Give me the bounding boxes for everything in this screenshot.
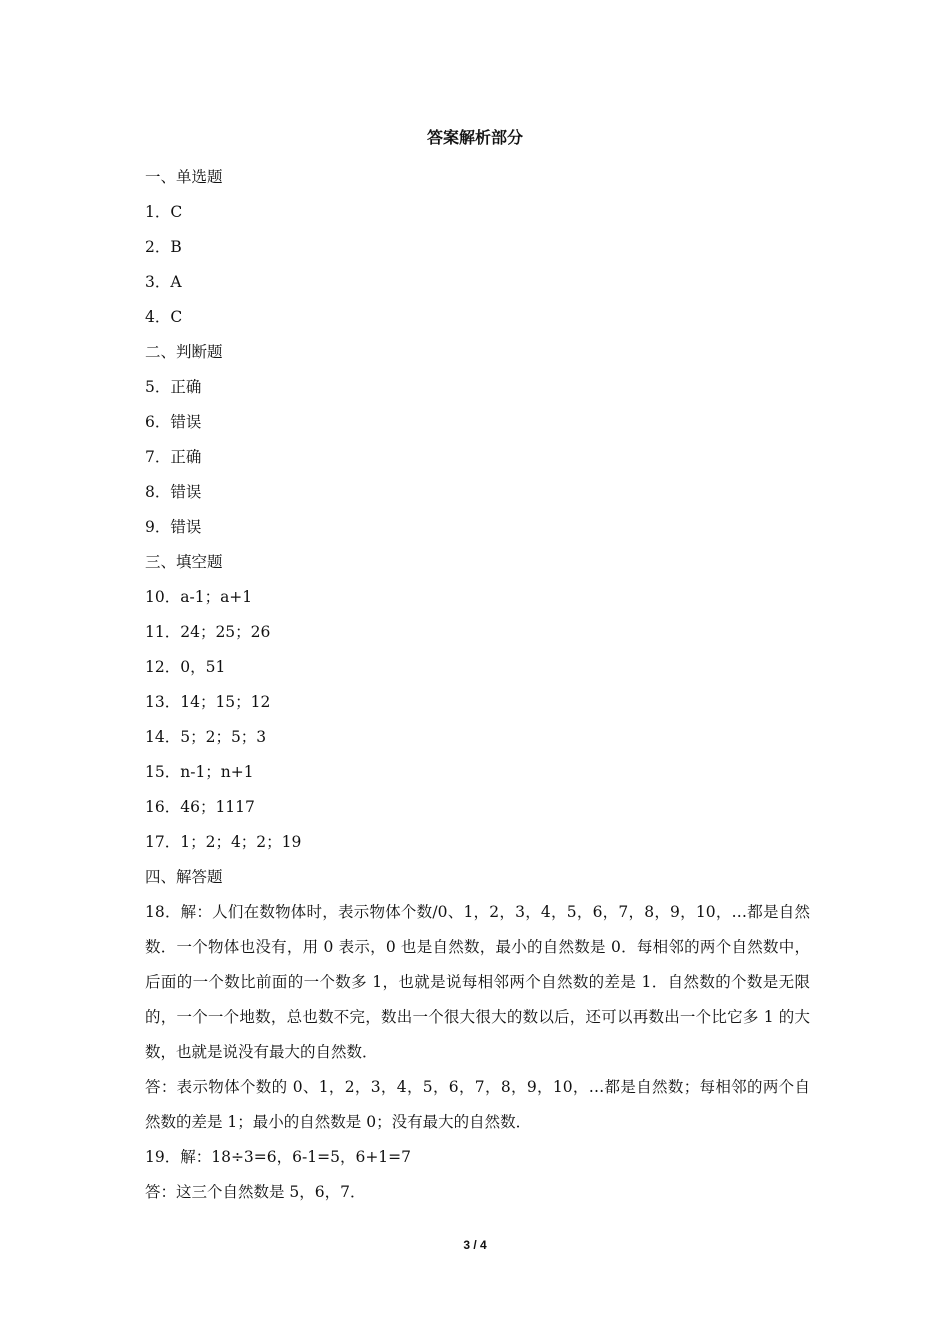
answer-item: 8．错误 [145, 483, 202, 501]
answer-item: 5．正确 [145, 378, 202, 396]
solution-paragraph: 19．解：18÷3=6，6-1=5，6+1=7 [145, 1148, 412, 1166]
page-title: 答案解析部分 [426, 128, 523, 147]
answer-item: 15．n-1；n+1 [145, 763, 254, 781]
answer-item: 6．错误 [145, 413, 202, 431]
section-heading: 三、填空题 [145, 553, 223, 571]
solution-paragraph: 18．解：人们在数物体时，表示物体个数/0、1，2，3，4，5，6，7，8，9，10，…都是自然数．一个物体也没有，用 0 表示，0 也是自然数，最小的自然数是 0．每相邻的两个自然数中，后面的一个数比前面的一个数多 1，也就是说每相邻两个自然数的差是 1．自然数的个数是无限的，一个一个地数，总也数不完，数出一个很大很大的数以后，还可以再数出一个比它多 1 的大数，也就是说没有最大的自然数． [145, 903, 810, 1061]
answer-item: 2．B [145, 238, 182, 256]
answer-item: 12．0，51 [145, 658, 226, 676]
answer-item: 4．C [145, 308, 183, 326]
answer-item: 3．A [145, 273, 182, 291]
answer-paragraph: 答：表示物体个数的 0、1，2，3，4，5，6，7，8，9，10，…都是自然数；每相邻的两个自然数的差是 1；最小的自然数是 0；没有最大的自然数． [145, 1078, 810, 1131]
section-heading: 二、判断题 [145, 343, 223, 361]
section-heading: 一、单选题 [145, 168, 223, 186]
answer-content [145, 160, 810, 1210]
answer-item: 16．46；1117 [145, 798, 255, 816]
answer-item: 1．C [145, 203, 183, 221]
answer-item: 10．a-1；a+1 [145, 588, 253, 606]
section-heading: 四、解答题 [145, 868, 223, 886]
answer-item: 13．14；15；12 [145, 693, 271, 711]
answer-paragraph: 答：这三个自然数是 5，6，7． [145, 1183, 366, 1201]
answer-item: 9．错误 [145, 518, 202, 536]
answer-item: 7．正确 [145, 448, 202, 466]
answer-item: 17．1；2；4；2；19 [145, 833, 302, 851]
answer-item: 14．5；2；5；3 [145, 728, 267, 746]
answer-item: 11．24；25；26 [145, 623, 271, 641]
page-number: 3 / 4 [463, 1238, 487, 1252]
